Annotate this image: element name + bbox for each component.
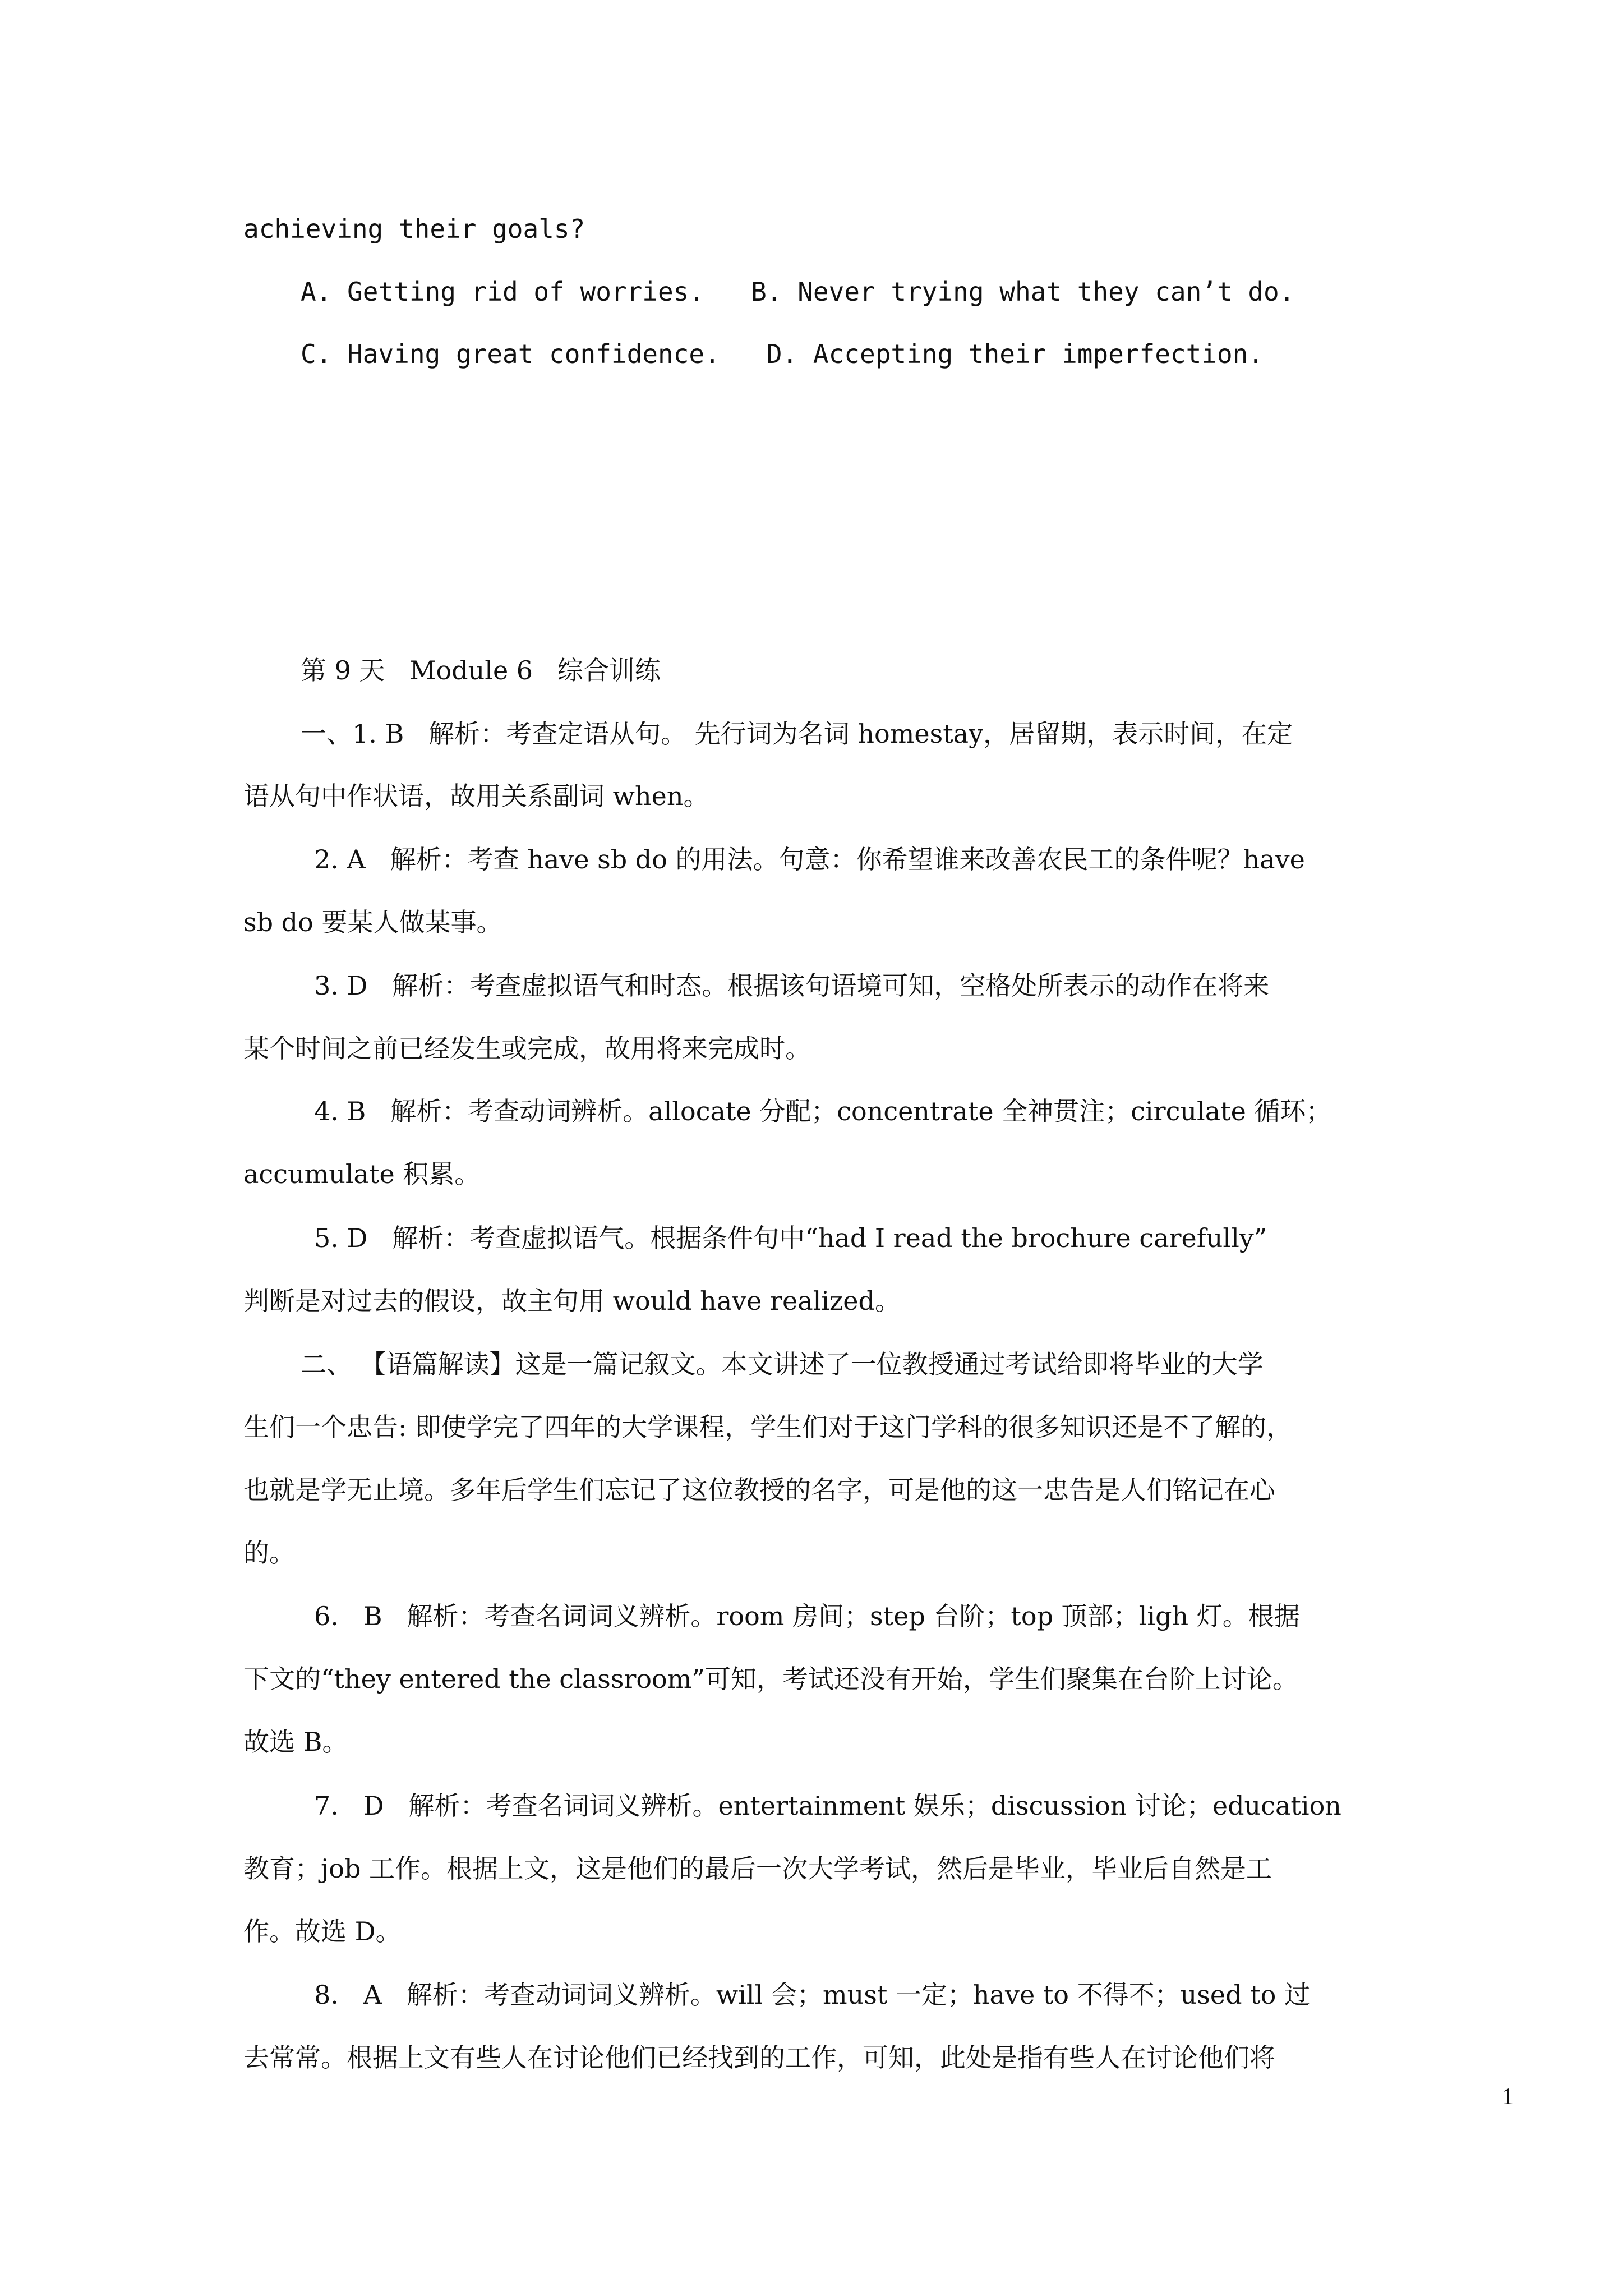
answer-line: 也就是学无止境。多年后学生们忘记了这位教授的名字，可是他的这一忠告是人们铭记在心 bbox=[243, 1475, 1275, 1505]
answer-line: 教育；job 工作。根据上文，这是他们的最后一次大学考试，然后是毕业，毕业后自然是工 bbox=[243, 1853, 1272, 1884]
answer-line: 判断是对过去的假设，故主句用 would have realized。 bbox=[243, 1286, 901, 1316]
section-heading: 第 9 天 Module 6 综合训练 bbox=[301, 655, 661, 685]
answer-line: 的。 bbox=[243, 1538, 295, 1568]
answer-line: 3. D 解析：考查虚拟语气和时态。根据该句语境可知，空格处所表示的动作在将来 bbox=[314, 970, 1270, 1001]
answer-line: 5. D 解析：考查虚拟语气。根据条件句中“had I read the brochure carefully” bbox=[314, 1223, 1267, 1253]
answer-line: 8. A 解析：考查动词词义辨析。will 会；must 一定；have to 不得不；used to 过 bbox=[314, 1980, 1310, 2010]
answer-line: 2. A 解析：考查 have sb do 的用法。句意：你希望谁来改善农民工的条件呢？have bbox=[314, 844, 1305, 875]
answer-line: 6. B 解析：考查名词词义辨析。room 房间；step 台阶；top 顶部；ligh 灯。根据 bbox=[314, 1601, 1300, 1631]
answer-line: 某个时间之前已经发生或完成，故用将来完成时。 bbox=[243, 1033, 811, 1064]
answer-line: 7. D 解析：考查名词词义辨析。entertainment 娱乐；discussion 讨论；education bbox=[314, 1791, 1341, 1821]
answer-line: 生们一个忠告: 即使学完了四年的大学课程，学生们对于这门学科的很多知识还是不了解的， bbox=[243, 1412, 1293, 1442]
answer-line: 下文的“they entered the classroom”可知，考试还没有开始，学生们聚集在台阶上讨论。 bbox=[243, 1664, 1298, 1694]
answer-line: 语从句中作状语，故用关系副词 when。 bbox=[243, 781, 709, 811]
answer-line: 作。故选 D。 bbox=[243, 1916, 402, 1947]
answer-line: 故选 B。 bbox=[243, 1727, 348, 1757]
answer-line: 二、 【语篇解读】这是一篇记叙文。本文讲述了一位教授通过考试给即将毕业的大学 bbox=[301, 1349, 1264, 1379]
answer-line: sb do 要某人做某事。 bbox=[243, 907, 502, 937]
answer-line: 一、1. B 解析：考查定语从句。 先行词为名词 homestay，居留期，表示时间，在定 bbox=[301, 719, 1293, 749]
answer-line: accumulate 积累。 bbox=[243, 1159, 481, 1189]
page-number: 1 bbox=[1502, 2084, 1514, 2110]
answer-line: 去常常。根据上文有些人在讨论他们已经找到的工作，可知，此处是指有些人在讨论他们将 bbox=[243, 2042, 1275, 2073]
question-tail: achieving their goals? bbox=[243, 214, 585, 244]
answer-line: 4. B 解析：考查动词辨析。allocate 分配；concentrate 全神贯注；circulate 循环； bbox=[314, 1096, 1332, 1126]
question-option-line: C. Having great confidence. D. Accepting their imperfection. bbox=[301, 339, 1264, 369]
question-option-line: A. Getting rid of worries. B. Never trying what they can’t do. bbox=[301, 277, 1295, 307]
